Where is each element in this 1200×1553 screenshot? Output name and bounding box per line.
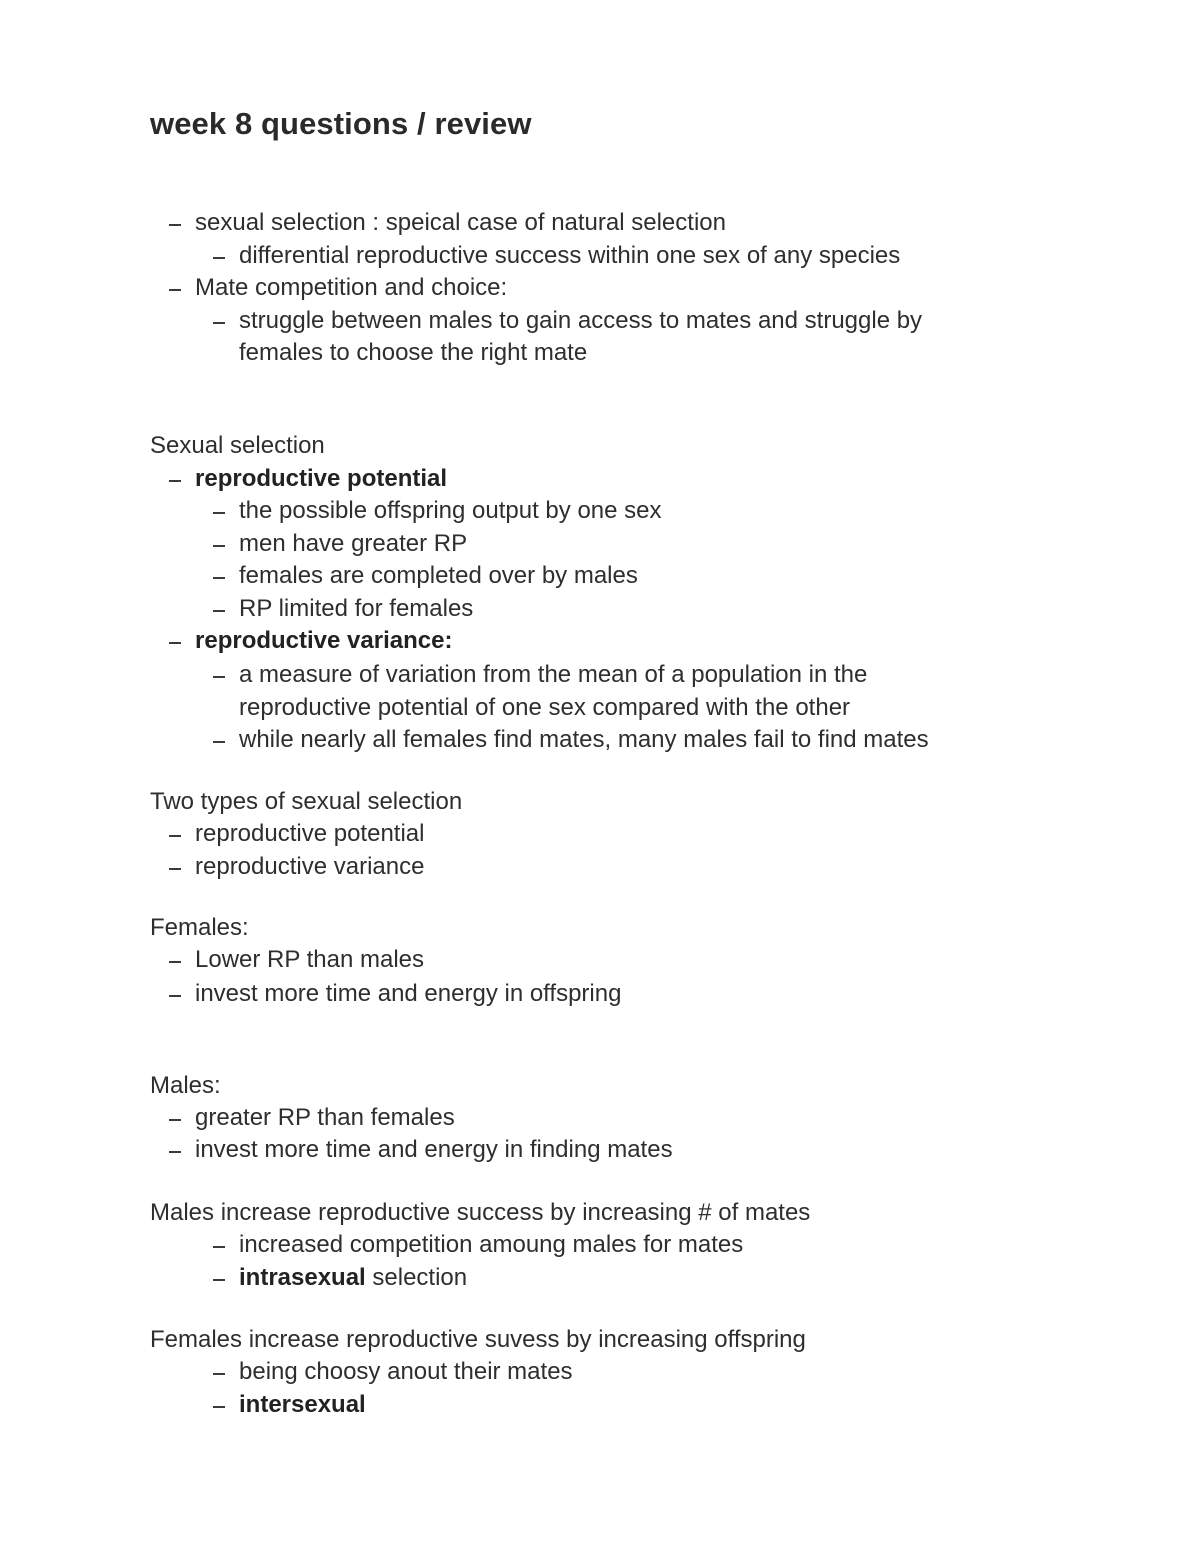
- list-item: reproductive variance: [195, 853, 425, 880]
- list-item: [239, 1262, 467, 1294]
- bullet-dash: [213, 577, 225, 579]
- bullet-dash: [213, 676, 225, 678]
- list-item: while nearly all females find mates, many males fail to find mates: [239, 726, 929, 753]
- bullet-dash: [213, 1279, 225, 1281]
- bullet-dash: [169, 961, 181, 963]
- section-heading: Males increase reproductive success by increasing # of mates: [150, 1199, 811, 1226]
- section-heading: Males:: [150, 1072, 221, 1099]
- list-item: men have greater RP: [239, 530, 468, 557]
- section-heading: Two types of sexual selection: [150, 788, 463, 815]
- bullet-dash: [213, 257, 225, 259]
- list-item: sexual selection : speical case of natural selection: [195, 209, 726, 236]
- bold-term: intrasexual: [239, 1264, 366, 1291]
- bullet-dash: [169, 289, 181, 291]
- page-title: week 8 questions / review: [150, 106, 532, 141]
- bullet-dash: [169, 480, 181, 482]
- bullet-dash: [169, 835, 181, 837]
- list-item: Mate competition and choice:: [195, 274, 508, 301]
- bullet-dash: [213, 1406, 225, 1408]
- list-item: females are completed over by males: [239, 562, 638, 589]
- bullet-dash: [169, 642, 181, 644]
- bullet-dash: [213, 545, 225, 547]
- bullet-dash: [213, 512, 225, 514]
- bullet-dash: [213, 741, 225, 743]
- list-item: reproductive potential: [195, 820, 425, 847]
- list-item: a measure of variation from the mean of a population in the: [239, 661, 868, 688]
- list-item-continuation: reproductive potential of one sex compared with the other: [239, 694, 851, 721]
- term-suffix: selection: [365, 1264, 468, 1291]
- list-item: Lower RP than males: [195, 946, 425, 973]
- list-item: invest more time and energy in offspring: [195, 980, 622, 1007]
- bullet-dash: [169, 995, 181, 997]
- bullet-dash: [169, 868, 181, 870]
- bullet-dash: [213, 610, 225, 612]
- list-item-continuation: females to choose the right mate: [239, 339, 588, 366]
- bullet-dash: [213, 1373, 225, 1375]
- bullet-dash: [169, 1151, 181, 1153]
- bullet-dash: [213, 1246, 225, 1248]
- list-item: intersexual: [239, 1391, 366, 1418]
- bullet-dash: [213, 322, 225, 324]
- list-item: differential reproductive success within one sex of any species: [239, 242, 901, 269]
- bullet-dash: [169, 224, 181, 226]
- list-item: struggle between males to gain access to mates and struggle by: [239, 307, 923, 334]
- section-heading: Females increase reproductive suvess by increasing offspring: [150, 1326, 806, 1353]
- list-item: invest more time and energy in finding mates: [195, 1136, 673, 1163]
- list-item: RP limited for females: [239, 595, 474, 622]
- bullet-dash: [169, 1119, 181, 1121]
- list-item: the possible offspring output by one sex: [239, 497, 662, 524]
- section-heading: Females:: [150, 914, 249, 941]
- list-item: being choosy anout their mates: [239, 1358, 573, 1385]
- list-item: reproductive variance:: [195, 627, 453, 654]
- list-item: increased competition amoung males for mates: [239, 1231, 744, 1258]
- list-item: greater RP than females: [195, 1104, 455, 1131]
- section-heading: Sexual selection: [150, 432, 325, 459]
- list-item: reproductive potential: [195, 465, 448, 492]
